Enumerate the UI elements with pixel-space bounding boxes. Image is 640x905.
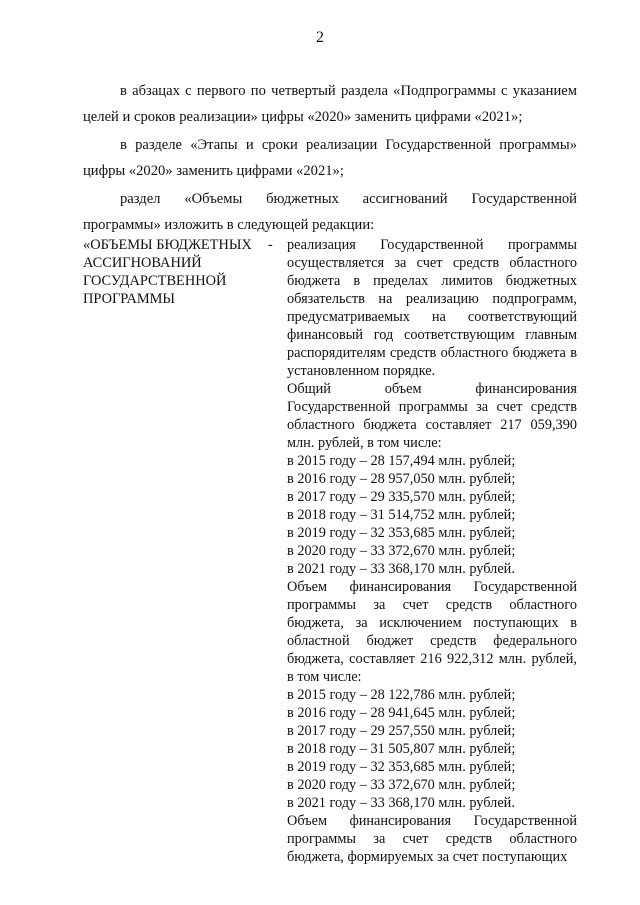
list-item: в 2018 году – 31 505,807 млн. рублей; bbox=[287, 741, 516, 757]
intro-text: реализация Государственной программы осуществляется за счет средств областного бюджета в пределах лимитов бюджетных обязательств на реализацию подпрограмм, предусматриваемых на соответствующий финансовый год соответствующим главным распорядителям средств областного бюджета в установленном порядке. bbox=[287, 237, 577, 379]
list-item: в 2018 году – 31 514,752 млн. рублей; bbox=[287, 507, 516, 523]
paragraph-subprograms: в абзацах с первого по четвертый раздела «Подпрограммы с указанием целей и сроков реализации» цифры «2020» заменить цифрами «2021»; bbox=[83, 82, 577, 125]
tail-financing-text: Объем финансирования Государственной программы за счет средств областного бюджета, формируемых за счет поступающих bbox=[287, 813, 577, 865]
page-number: 2 bbox=[316, 29, 324, 46]
list-item: в 2020 году – 33 372,670 млн. рублей; bbox=[287, 777, 516, 793]
list-item: в 2020 году – 33 372,670 млн. рублей; bbox=[287, 543, 516, 559]
excl-years-list bbox=[287, 686, 577, 812]
list-item: в 2015 году – 28 122,786 млн. рублей; bbox=[287, 687, 516, 703]
paragraph-stages: в разделе «Этапы и сроки реализации Государственной программы» цифры «2020» заменить цифрами «2021»; bbox=[83, 136, 577, 179]
list-item: в 2016 году – 28 941,645 млн. рублей; bbox=[287, 705, 516, 721]
list-item: в 2019 году – 32 353,685 млн. рублей; bbox=[287, 525, 516, 541]
section-dash: - bbox=[268, 237, 273, 253]
list-item: в 2019 году – 32 353,685 млн. рублей; bbox=[287, 759, 516, 775]
list-item: в 2017 году – 29 257,550 млн. рублей; bbox=[287, 723, 516, 739]
list-item: в 2017 году – 29 335,570 млн. рублей; bbox=[287, 489, 516, 505]
section-title: «ОБЪЕМЫ БЮДЖЕТНЫХ АССИГНОВАНИЙ ГОСУДАРСТВЕННОЙ ПРОГРАММЫ bbox=[83, 237, 252, 307]
list-item: в 2021 году – 33 368,170 млн. рублей. bbox=[287, 795, 515, 811]
total-years-list bbox=[287, 452, 577, 578]
list-item: в 2016 году – 28 957,050 млн. рублей; bbox=[287, 471, 516, 487]
excl-financing-text: Объем финансирования Государственной программы за счет средств областного бюджета, за исключением поступающих в областной бюджет средств федерального бюджета, составляет 216 922,312 млн. рублей, в том числе: bbox=[287, 579, 577, 685]
total-financing-text: Общий объем финансирования Государственной программы за счет средств областного бюджета составляет 217 059,390 млн. рублей, в том числе: bbox=[287, 381, 577, 451]
list-item: в 2015 году – 28 157,494 млн. рублей; bbox=[287, 453, 516, 469]
list-item: в 2021 году – 33 368,170 млн. рублей. bbox=[287, 561, 515, 577]
paragraph-budget-section: раздел «Объемы бюджетных ассигнований Государственной программы» изложить в следующей редакции: bbox=[83, 190, 577, 233]
section-content bbox=[287, 236, 577, 866]
